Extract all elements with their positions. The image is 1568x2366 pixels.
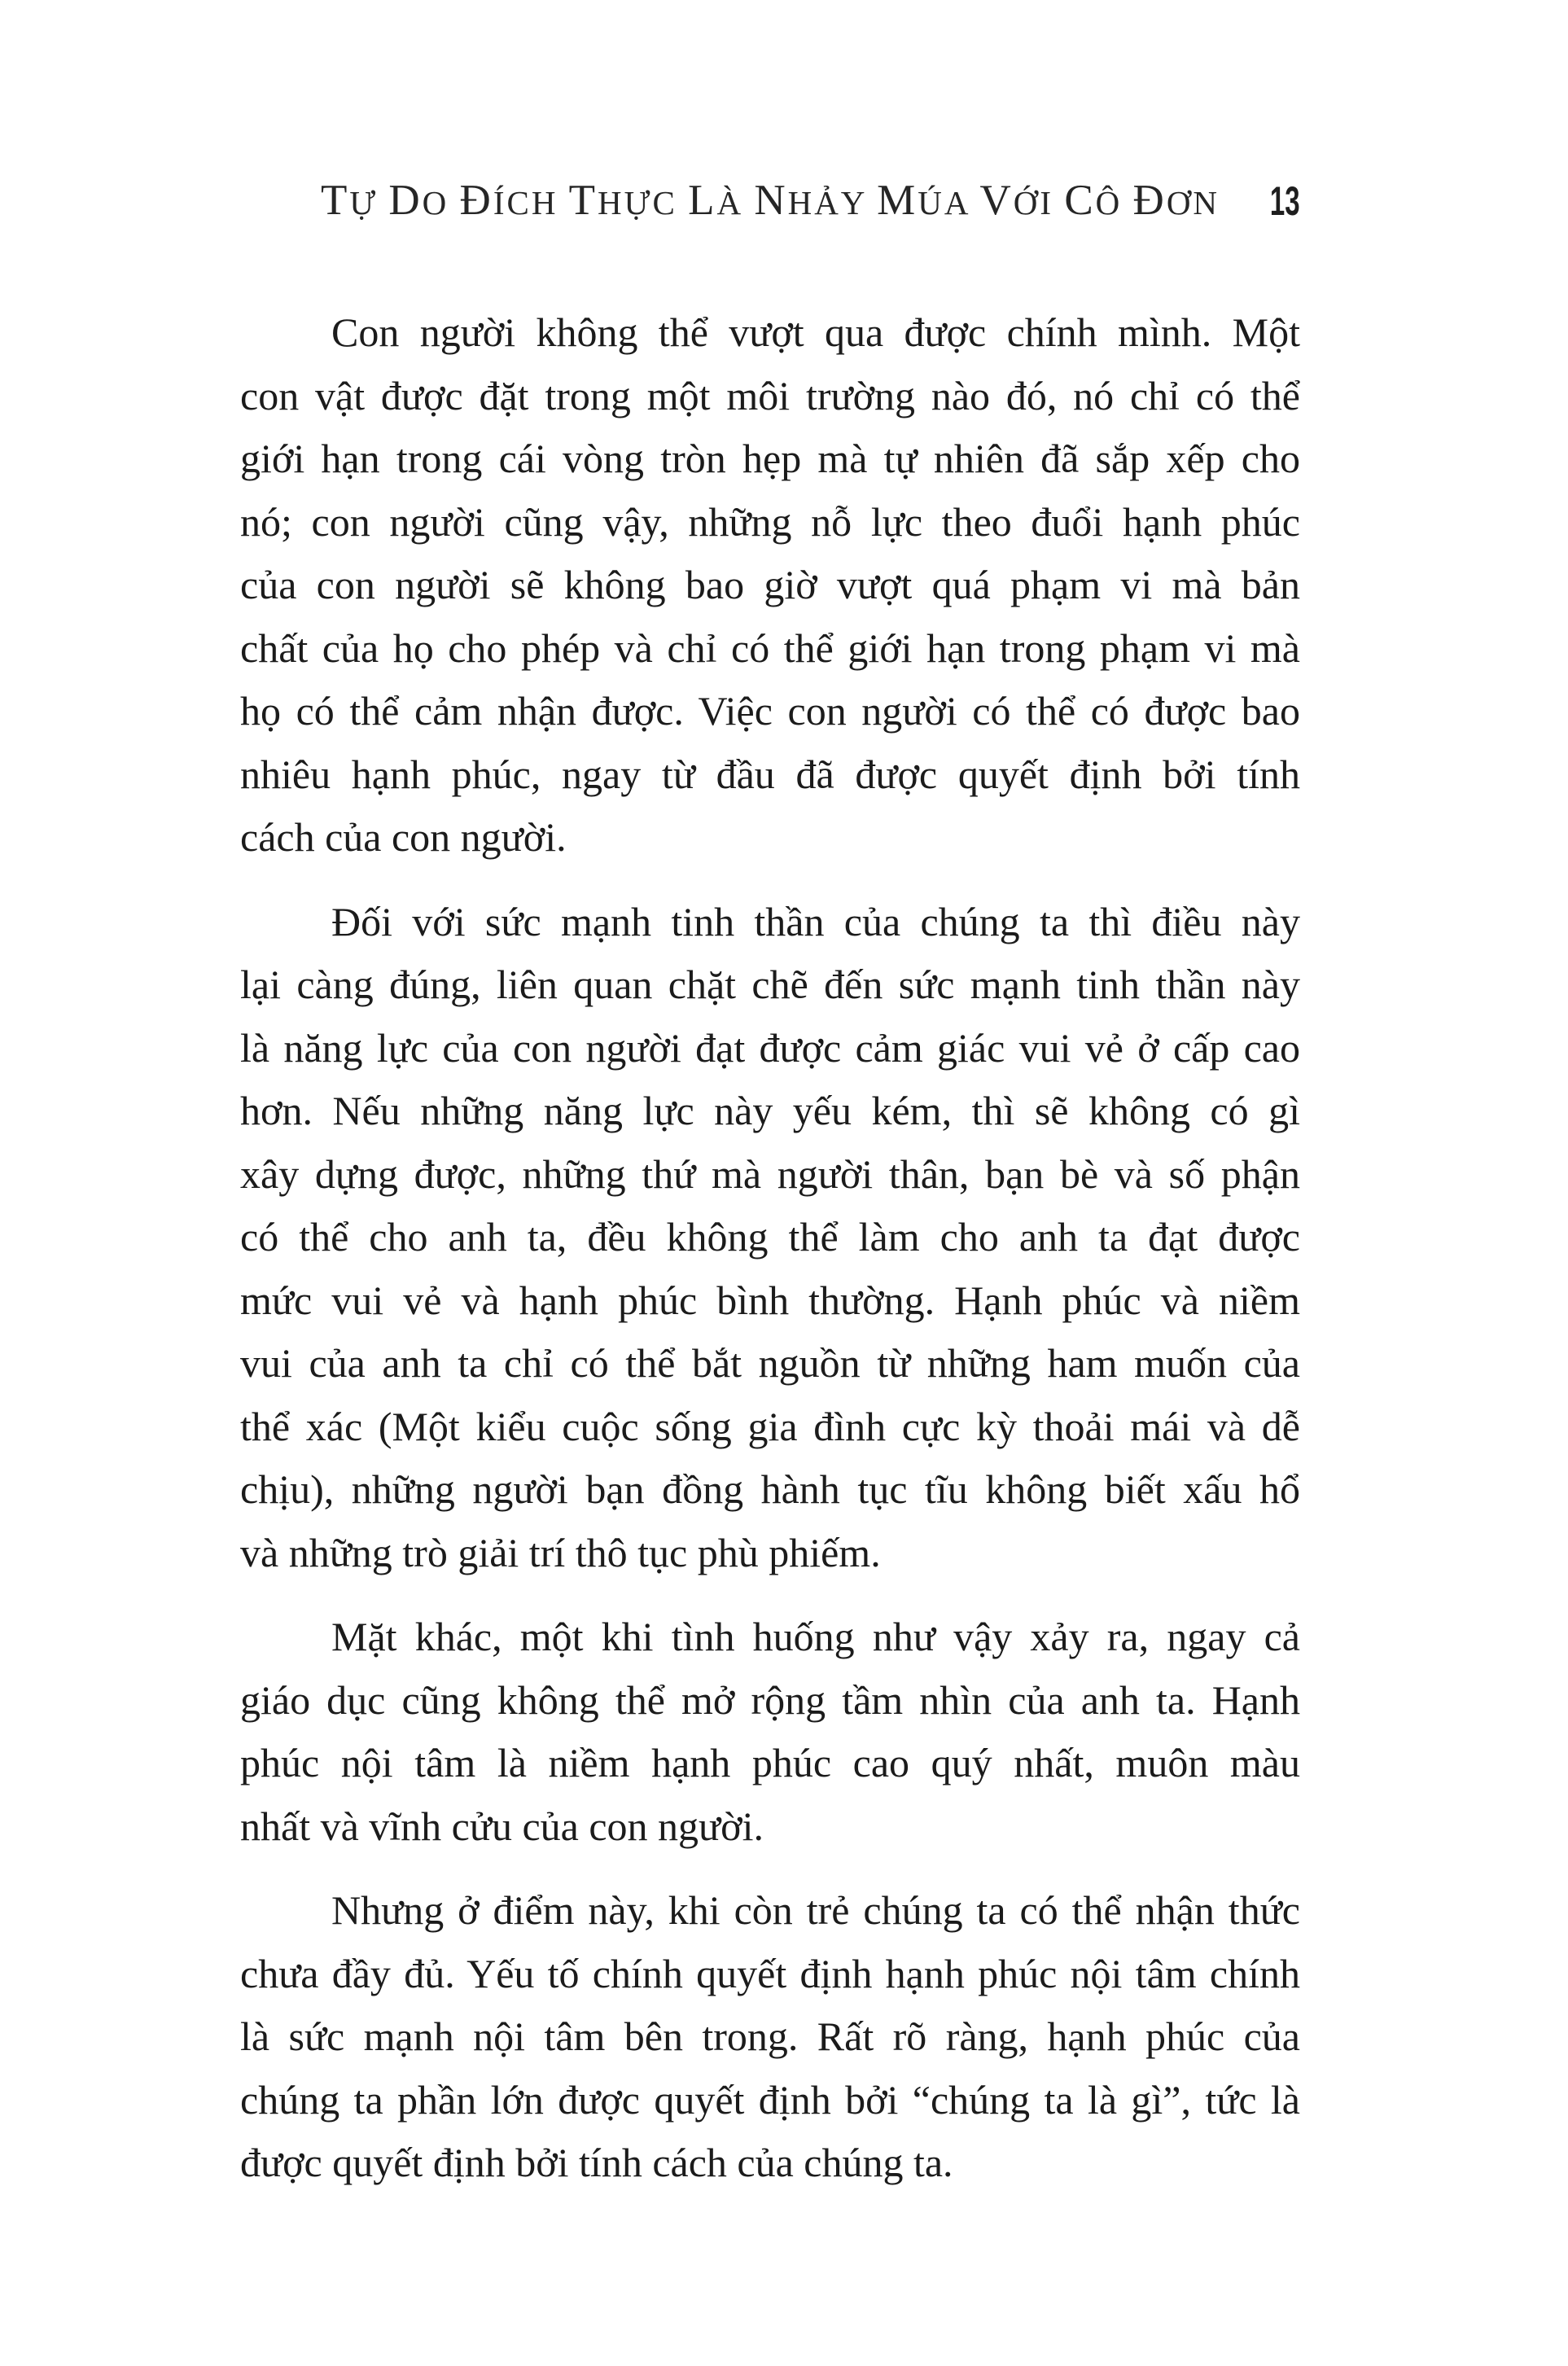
text-line: có thể cho anh ta, đều không thể làm cho anh ta đạt được xyxy=(240,1214,1300,1260)
chapter-title: TỰ DO ĐÍCH THỰC LÀ NHẢY MÚA VỚI CÔ ĐƠN xyxy=(320,177,1220,224)
text-line: mức vui vẻ và hạnh phúc bình thường. Hạnh phúc và niềm xyxy=(240,1277,1300,1323)
paragraph xyxy=(240,301,1300,870)
text-line: xây dựng được, những thứ mà người thân, bạn bè và số phận xyxy=(240,1150,1300,1197)
text-line: Nhưng ở điểm này, khi còn trẻ chúng ta có thể nhận thức xyxy=(331,1887,1300,1933)
page-header xyxy=(240,174,1300,231)
paragraph xyxy=(240,1879,1300,2195)
text-line: của con người sẽ không bao giờ vượt quá phạm vi mà bản xyxy=(240,562,1300,607)
text-line: cách của con người. xyxy=(240,814,567,860)
text-line: Mặt khác, một khi tình huống như vậy xảy ra, ngay cả xyxy=(331,1614,1300,1659)
text-line: nhiêu hạnh phúc, ngay từ đầu đã được quyết định bởi tính xyxy=(240,751,1300,797)
text-line: giáo dục cũng không thể mở rộng tầm nhìn của anh ta. Hạnh xyxy=(240,1676,1300,1723)
text-line: giới hạn trong cái vòng tròn hẹp mà tự nhiên đã sắp xếp cho xyxy=(240,436,1300,481)
text-line: và những trò giải trí thô tục phù phiếm. xyxy=(240,1529,881,1575)
text-line: là sức mạnh nội tâm bên trong. Rất rõ ràng, hạnh phúc của xyxy=(240,2013,1300,2059)
text-line: nó; con người cũng vậy, những nỗ lực theo đuổi hạnh phúc xyxy=(240,498,1300,545)
text-line: được quyết định bởi tính cách của chúng ta. xyxy=(240,2140,953,2185)
text-line: chúng ta phần lớn được quyết định bởi “chúng ta là gì”, tức là xyxy=(240,2076,1300,2123)
text-line: chất của họ cho phép và chỉ có thể giới hạn trong phạm vi mà xyxy=(240,624,1300,671)
paragraph xyxy=(240,1606,1300,1858)
text-line: con vật được đặt trong một môi trường nào đó, nó chỉ có thể xyxy=(240,372,1300,418)
text-line: hơn. Nếu những năng lực này yếu kém, thì sẽ không có gì xyxy=(240,1088,1300,1133)
text-line: Đối với sức mạnh tinh thần của chúng ta thì điều này xyxy=(331,898,1300,944)
text-line: chịu), những người bạn đồng hành tục tĩu không biết xấu hổ xyxy=(240,1466,1300,1512)
text-line: phúc nội tâm là niềm hạnh phúc cao quý nhất, muôn màu xyxy=(240,1740,1300,1785)
page-number: 13 xyxy=(1270,178,1300,224)
text-line: Con người không thể vượt qua được chính mình. Một xyxy=(331,309,1300,355)
text-line: thể xác (Một kiểu cuộc sống gia đình cực kỳ thoải mái và dễ xyxy=(240,1403,1300,1449)
text-line: họ có thể cảm nhận được. Việc con người có thể có được bao xyxy=(240,688,1300,734)
text-line: lại càng đúng, liên quan chặt chẽ đến sức mạnh tinh thần này xyxy=(240,962,1300,1007)
text-line: chưa đầy đủ. Yếu tố chính quyết định hạnh phúc nội tâm chính xyxy=(240,1950,1300,1996)
text-line: là năng lực của con người đạt được cảm giác vui vẻ ở cấp cao xyxy=(240,1024,1300,1071)
text-line: vui của anh ta chỉ có thể bắt nguồn từ những ham muốn của xyxy=(240,1340,1300,1386)
text-line: nhất và vĩnh cửu của con người. xyxy=(240,1803,764,1849)
page-body xyxy=(240,301,1300,2195)
paragraph xyxy=(240,891,1300,1585)
